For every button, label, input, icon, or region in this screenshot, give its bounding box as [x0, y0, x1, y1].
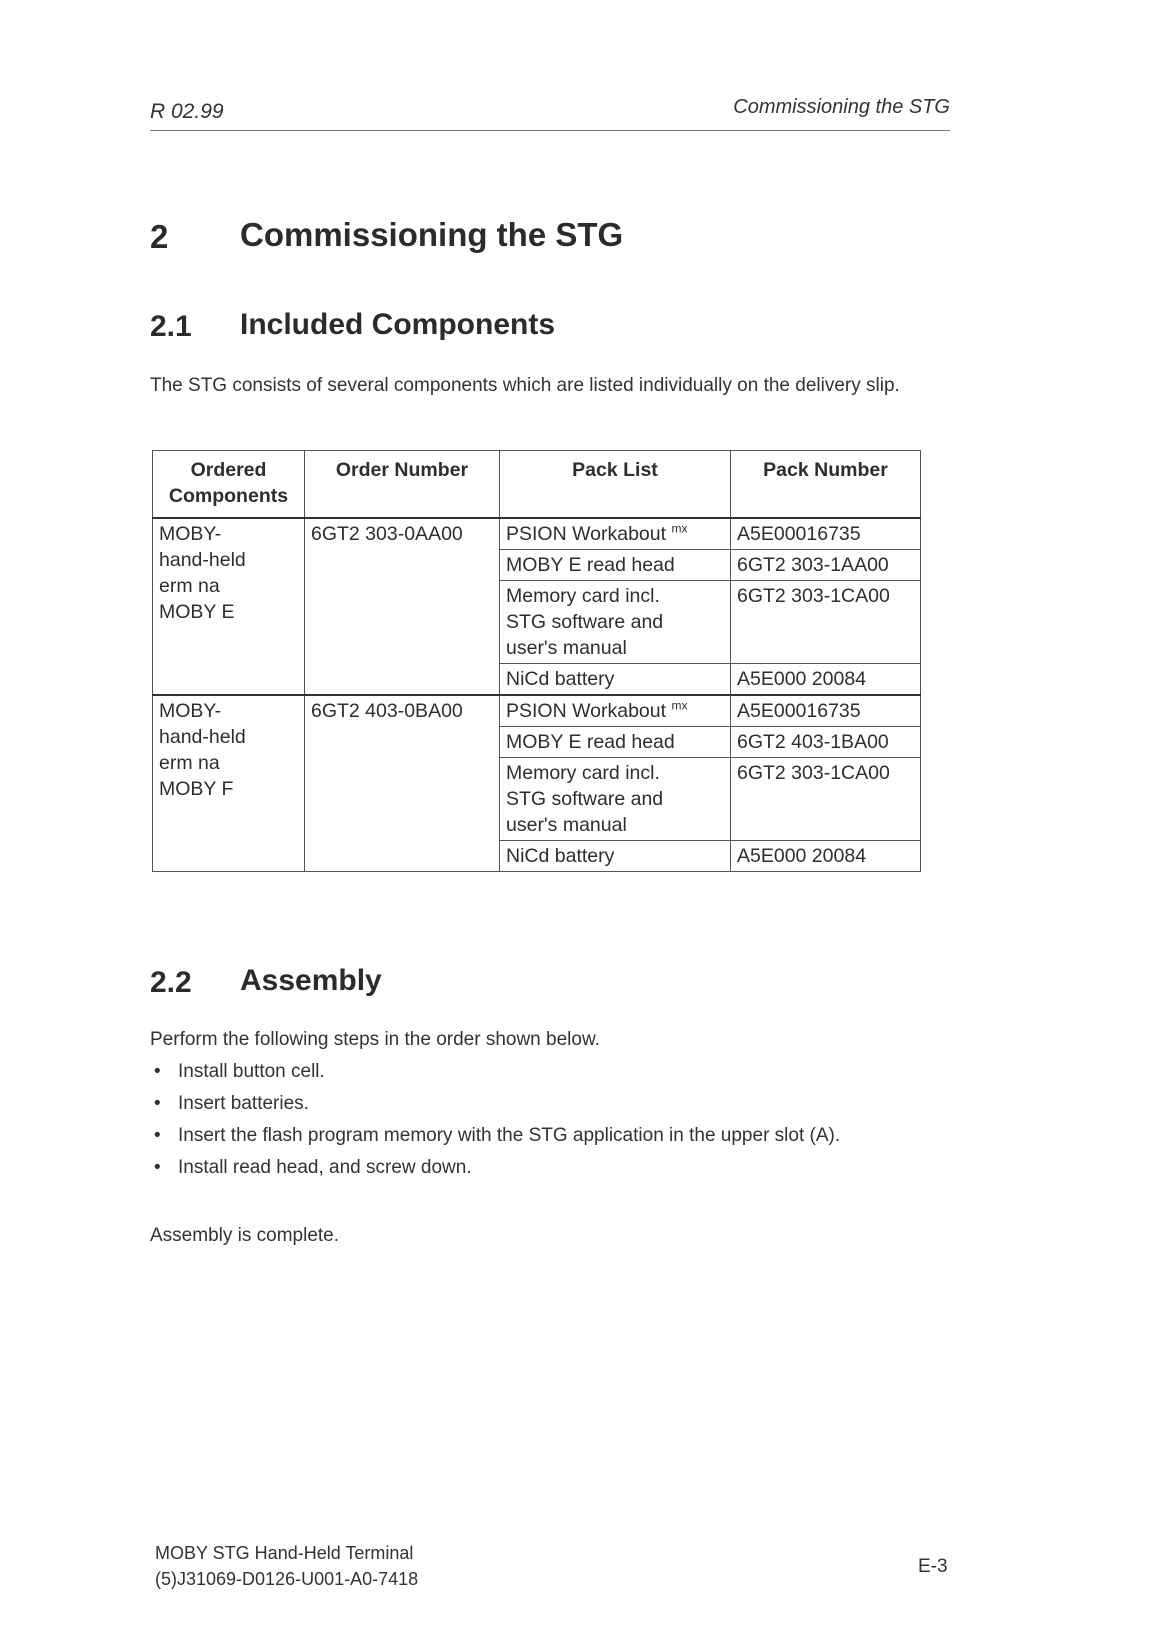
- pack-list-cell: [500, 518, 731, 550]
- pack-number-cell: A5E00016735: [731, 518, 921, 550]
- chapter-number: 2: [150, 218, 169, 255]
- step-text: Install read head, and screw down.: [178, 1157, 472, 1178]
- bullet-icon: •: [154, 1093, 161, 1114]
- table-row: [153, 695, 921, 727]
- header-revision: R 02.99: [150, 100, 224, 123]
- pack-item-text: Memory card incl. STG software and user's manual: [506, 762, 664, 836]
- pack-item-text: NiCd battery: [506, 845, 615, 867]
- section-number: 2.1: [150, 310, 192, 343]
- footer-document-number: (5)J31069-D0126-U001-A0-7418: [155, 1569, 419, 1589]
- header-ordered-components: Ordered Components: [153, 451, 305, 519]
- pack-list-cell: [500, 727, 731, 758]
- header-order-number: Order Number: [305, 451, 500, 519]
- list-item: [150, 1058, 910, 1086]
- page-number: E-3: [918, 1556, 948, 1577]
- pack-item-text: Memory card incl. STG software and user's manual: [506, 585, 664, 659]
- pack-list-cell: [500, 758, 731, 841]
- bullet-icon: •: [154, 1157, 161, 1178]
- pack-item-superscript: mx: [671, 698, 688, 713]
- chapter-title: Commissioning the STG: [240, 216, 624, 253]
- pack-list-cell: [500, 695, 731, 727]
- pack-number-cell: A5E000 20084: [731, 664, 921, 696]
- step-text: Install button cell.: [178, 1061, 325, 1082]
- pack-number-cell: A5E00016735: [731, 695, 921, 727]
- header-rule: [150, 130, 950, 131]
- pack-number-cell: 6GT2 303-1AA00: [731, 550, 921, 581]
- order-number-cell: 6GT2 403-0BA00: [305, 695, 500, 872]
- table-row: [153, 518, 921, 550]
- ordered-component-cell: MOBY- hand-held erm na MOBY F: [153, 695, 305, 872]
- pack-item-text: MOBY E read head: [506, 731, 675, 753]
- header-pack-number: Pack Number: [731, 451, 921, 519]
- header-running-title: Commissioning the STG: [733, 96, 950, 118]
- table-header-row: [153, 451, 921, 519]
- order-number-cell: 6GT2 303-0AA00: [305, 518, 500, 695]
- pack-number-cell: 6GT2 303-1CA00: [731, 758, 921, 841]
- section-title: Assembly: [240, 964, 382, 997]
- section-number: 2.2: [150, 966, 192, 999]
- pack-number-cell: A5E000 20084: [731, 841, 921, 872]
- pack-number-cell: 6GT2 403-1BA00: [731, 727, 921, 758]
- ordered-component-cell: MOBY- hand-held erm na MOBY E: [153, 518, 305, 695]
- footer-product-name: MOBY STG Hand-Held Terminal: [155, 1543, 414, 1563]
- pack-list-cell: [500, 550, 731, 581]
- pack-item-text: NiCd battery: [506, 668, 615, 690]
- step-text: Insert the flash program memory with the STG application in the upper slot (A).: [178, 1125, 841, 1146]
- list-item: [150, 1154, 910, 1182]
- footer-document-info: [155, 1540, 418, 1592]
- pack-number-cell: 6GT2 303-1CA00: [731, 581, 921, 664]
- assembly-intro: Perform the following steps in the order shown below.: [150, 1029, 600, 1050]
- pack-item-text: MOBY E read head: [506, 554, 675, 576]
- header-pack-list: Pack List: [500, 451, 731, 519]
- components-intro: The STG consists of several components which are listed individually on the delivery slip.: [150, 375, 900, 396]
- assembly-outro: Assembly is complete.: [150, 1225, 340, 1246]
- list-item: [150, 1090, 910, 1118]
- pack-item-text: PSION Workabout: [506, 700, 667, 722]
- components-table: [152, 450, 921, 872]
- pack-item-superscript: mx: [671, 521, 688, 536]
- pack-list-cell: [500, 841, 731, 872]
- list-item: [150, 1122, 910, 1150]
- pack-list-cell: [500, 581, 731, 664]
- pack-list-cell: [500, 664, 731, 696]
- assembly-steps-list: [150, 1058, 910, 1186]
- bullet-icon: •: [154, 1061, 161, 1082]
- section-title: Included Components: [240, 308, 555, 341]
- pack-item-text: PSION Workabout: [506, 523, 667, 545]
- bullet-icon: •: [154, 1125, 161, 1146]
- step-text: Insert batteries.: [178, 1093, 309, 1114]
